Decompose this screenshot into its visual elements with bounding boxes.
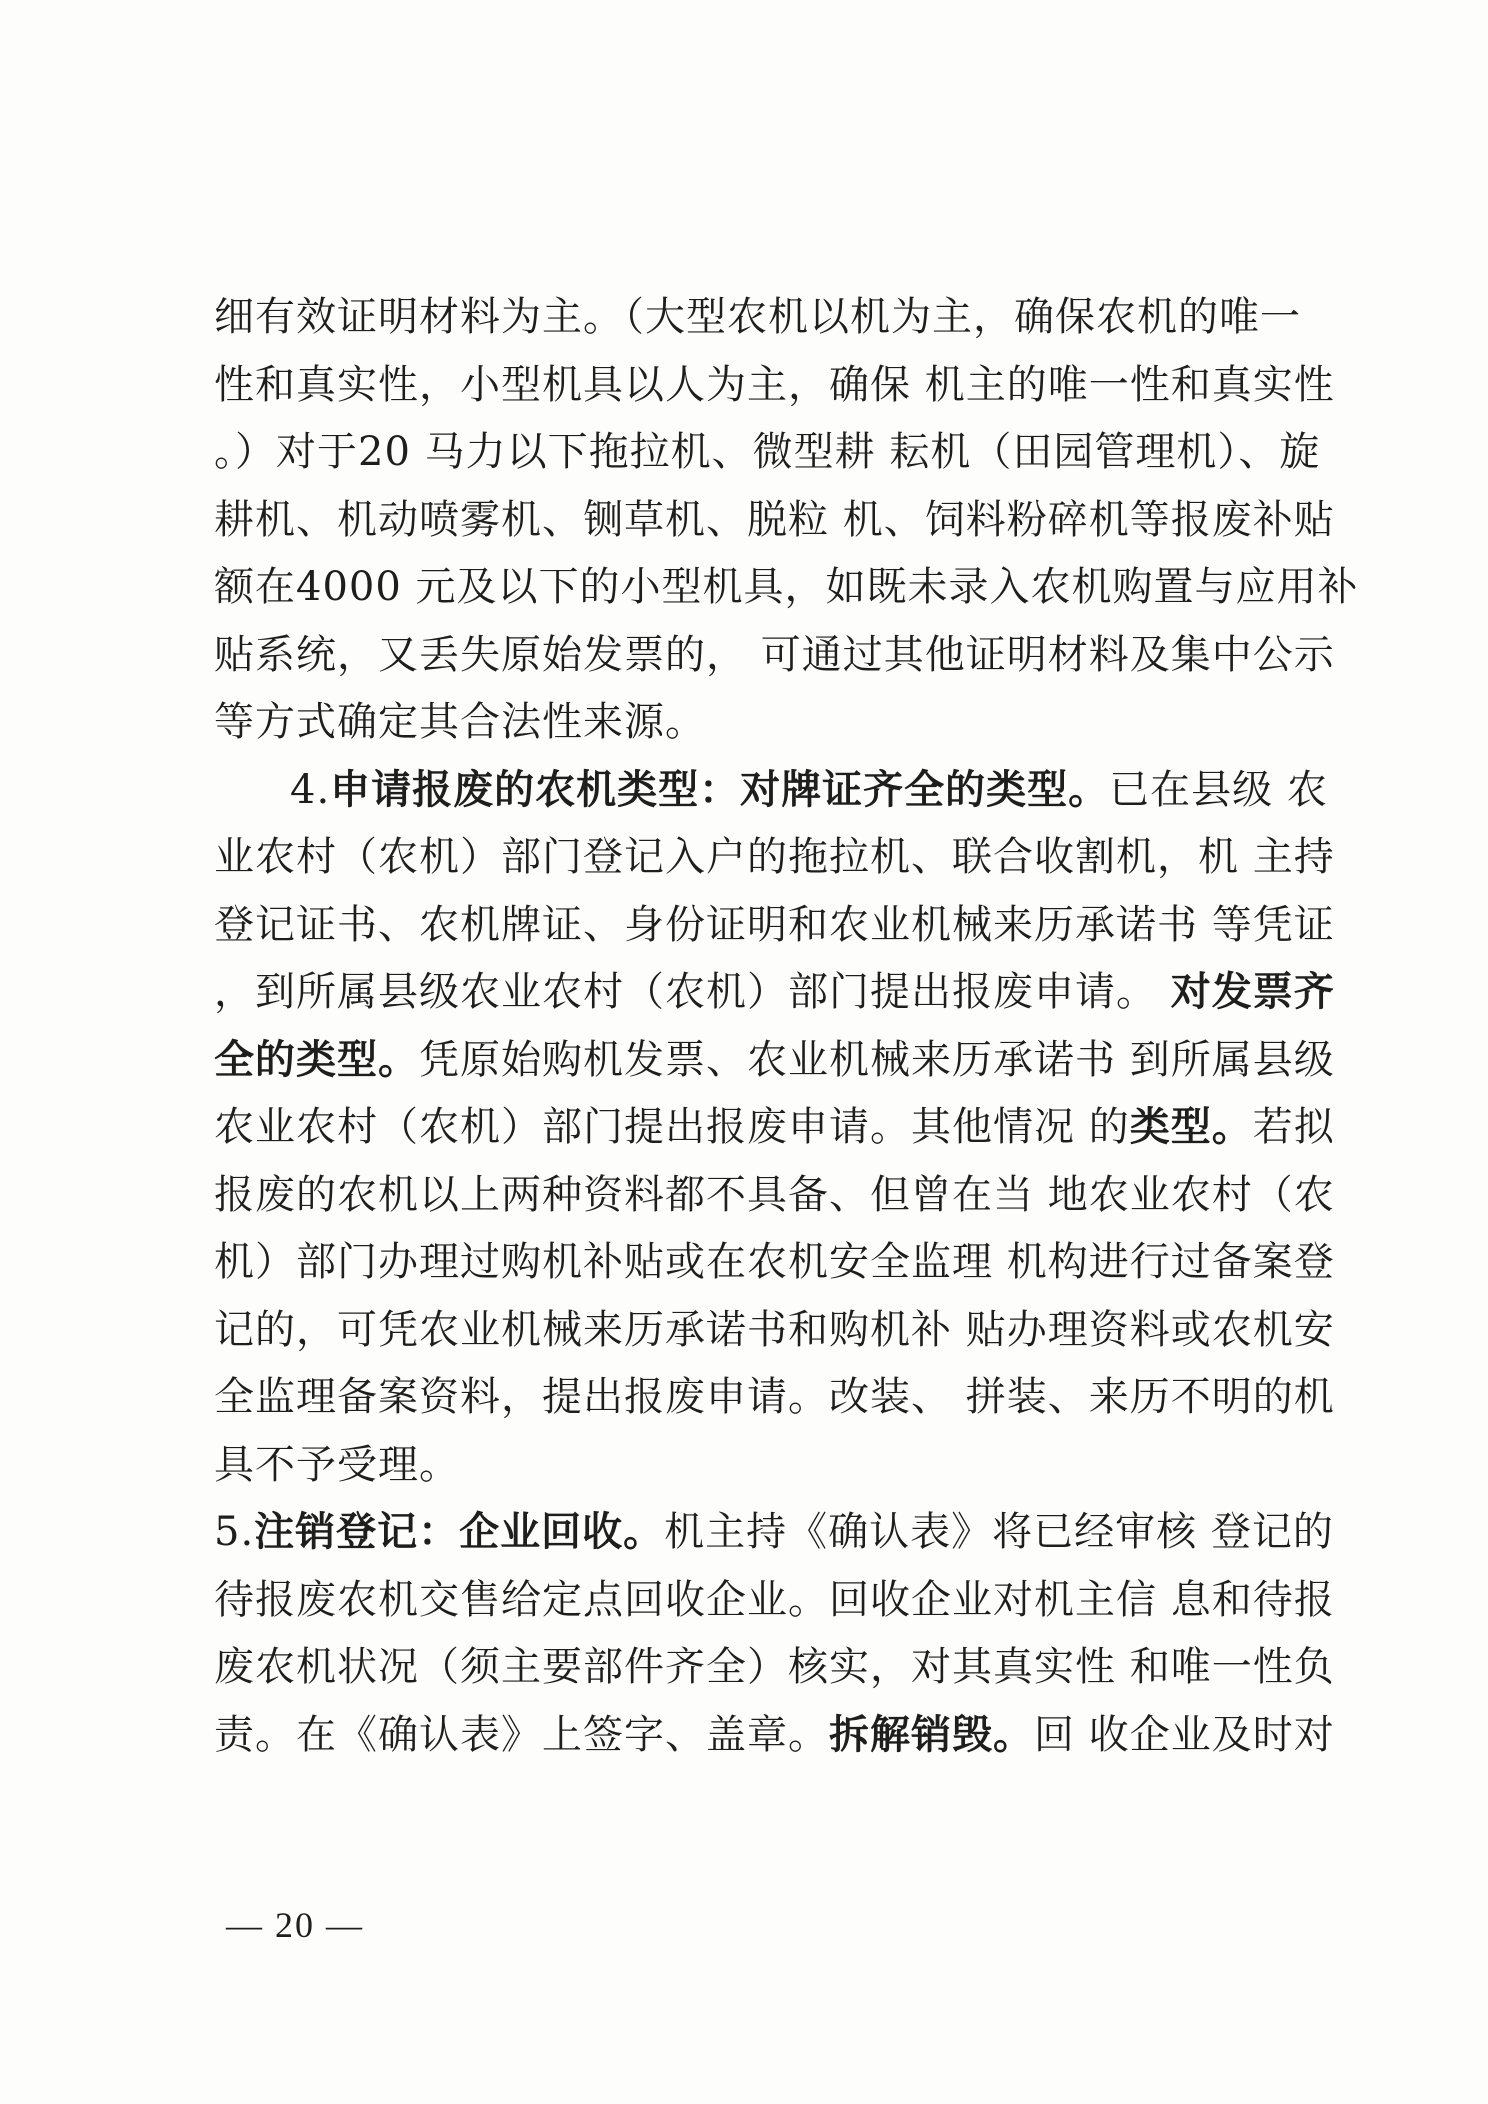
text-run: 登记证书、农机牌证、身份证明和农业机械来历承诺书 等凭证 — [214, 902, 1335, 948]
text-line — [214, 823, 1335, 891]
text-run: 废农机状况（须主要部件齐全）核实，对其真实性 和唯一性负 — [214, 1644, 1335, 1690]
text-run: 报废的农机以上两种资料都不具备、但曾在当 地农业农村（农 — [214, 1172, 1335, 1218]
text-line — [214, 1026, 1335, 1094]
text-run: 等方式确定其合法性来源。 — [214, 699, 706, 745]
bold-text-run: 对发票齐 — [1170, 968, 1335, 1015]
text-run: 具不予受理。 — [214, 1442, 460, 1488]
text-run: 业农村（农机）部门登记入户的拖拉机、联合收割机，机 主持 — [214, 834, 1335, 880]
text-run: 回 收企业及时对 — [1034, 1712, 1335, 1758]
text-run: 4. — [290, 767, 331, 813]
text-run: 额在4000 元及以下的小型机具，如既未录入农机购置与应用补 — [214, 564, 1359, 610]
text-line — [214, 1633, 1335, 1701]
text-line — [214, 351, 1335, 419]
text-line — [214, 891, 1335, 959]
text-line — [214, 1498, 1334, 1566]
text-line — [214, 553, 1359, 621]
text-line — [214, 958, 1335, 1026]
text-run: 细有效证明材料为主。（大型农机以机为主，确保农机的唯一 — [214, 294, 1301, 340]
text-line — [214, 1161, 1335, 1229]
text-run: 耕机、机动喷雾机、铡草机、脱粒 机、饲料粉碎机等报废补贴 — [214, 497, 1335, 543]
text-line — [214, 486, 1335, 554]
text-line — [214, 621, 1335, 689]
text-run: 全监理备案资料，提出报废申请。改装、 拼装、来历不明的机 — [214, 1374, 1335, 1420]
text-line — [214, 1566, 1335, 1634]
text-run: ，到所属县级农业农村（农机）部门提出报废申请。 — [214, 969, 1171, 1015]
text-run: 凭原始购机发票、农业机械来历承诺书 到所属县级 — [419, 1037, 1335, 1083]
text-run: 已在县级 农 — [1109, 767, 1328, 813]
text-line — [290, 756, 1328, 824]
text-line — [214, 1228, 1335, 1296]
page-number: — 20 — — [226, 1905, 364, 1945]
text-line — [214, 283, 1301, 351]
bold-text-run: 注销登记：企业回收。 — [254, 1508, 665, 1555]
text-run: 性和真实性，小型机具以人为主，确保 机主的唯一性和真实性 — [214, 362, 1335, 408]
text-run: 机）部门办理过购机补贴或在农机安全监理 机构进行过备案登 — [214, 1239, 1335, 1285]
bold-text-run: 全的类型。 — [214, 1036, 419, 1083]
bold-text-run: 申请报废的农机类型：对牌证齐全的类型。 — [330, 766, 1110, 813]
text-run: 贴系统，又丢失原始发票的， 可通过其他证明材料及集中公示 — [214, 632, 1335, 678]
text-line — [214, 1363, 1335, 1431]
text-run: 机主持《确认表》将已经审核 登记的 — [664, 1509, 1334, 1555]
text-run: 待报废农机交售给定点回收企业。回收企业对机主信 息和待报 — [214, 1577, 1335, 1623]
text-line — [214, 1701, 1335, 1769]
text-run: 。）对于20 马力以下拖拉机、微型耕 耘机（田园管理机）、旋 — [214, 429, 1321, 475]
text-run: 责。在《确认表》上签字、盖章。 — [214, 1712, 829, 1758]
text-line — [214, 1093, 1335, 1161]
text-run: 农业农村（农机）部门提出报废申请。其他情况 的 — [214, 1104, 1130, 1150]
text-run: 若拟 — [1252, 1104, 1335, 1150]
text-line — [214, 1296, 1335, 1364]
text-line — [214, 1431, 1294, 1499]
text-line — [214, 418, 1321, 486]
text-run: 记的，可凭农业机械来历承诺书和购机补 贴办理资料或农机安 — [214, 1307, 1335, 1353]
bold-text-run: 拆解销毁。 — [829, 1711, 1034, 1758]
text-line — [214, 688, 1294, 756]
bold-text-run: 类型。 — [1129, 1103, 1253, 1150]
text-run: 5. — [214, 1509, 255, 1555]
